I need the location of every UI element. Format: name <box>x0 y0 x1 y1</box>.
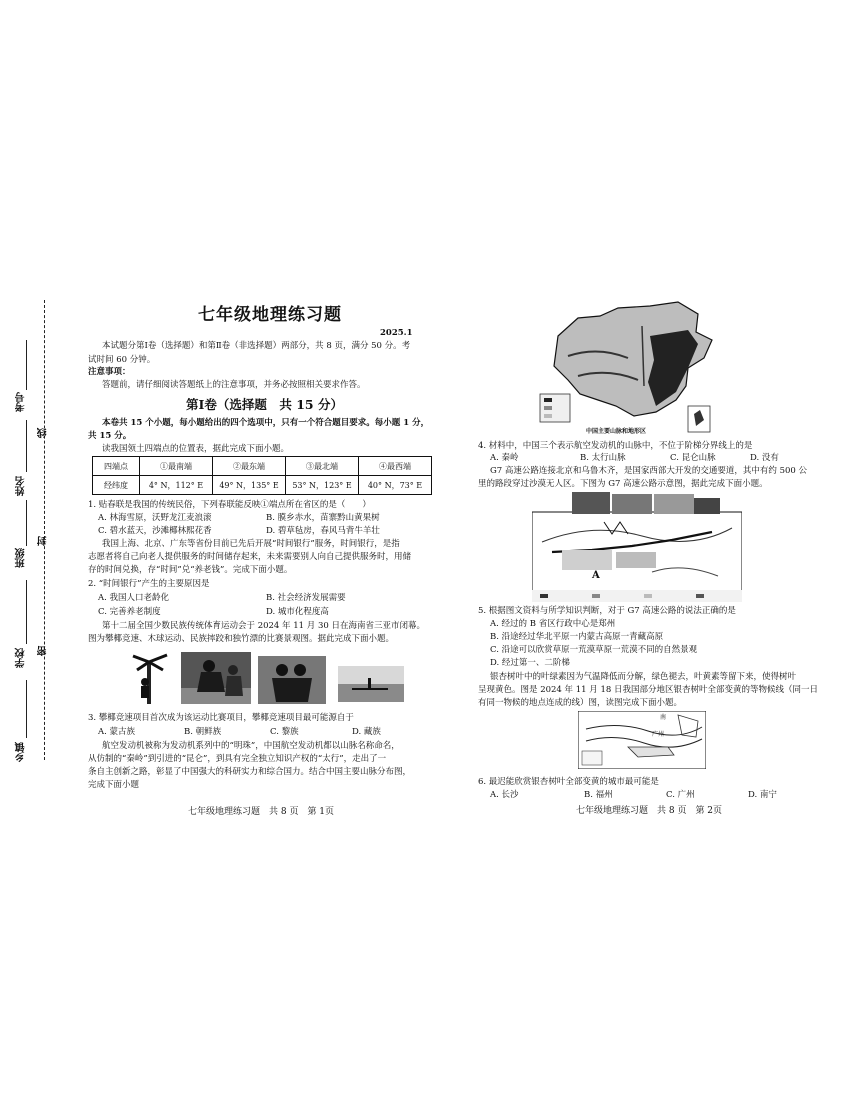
endpoint-table <box>92 456 432 495</box>
q1-option-d: D. 碧草毡房，春风马背牛羊壮 <box>266 526 380 536</box>
right-page-footer: 七年级地理练习题 共 8 页 第 2页 <box>576 806 723 816</box>
passage-5-line-2: 里的路段穿过沙漠无人区。下图为 G7 高速公路示意图，据此完成下面小题。 <box>478 479 768 489</box>
china-mountains-map <box>538 296 728 438</box>
q2-option-c: C. 完善养老制度 <box>98 607 161 617</box>
map2-label-a: A <box>592 570 600 581</box>
section-desc-1: 本卷共 15 个小题，每小题给出的四个选项中，只有一个符合题目要求。每小题 1 分， <box>102 418 430 428</box>
town-rule <box>26 680 27 738</box>
seal-mark-mi: 密 <box>38 646 49 656</box>
q6-option-c: C. 广州 <box>666 790 695 800</box>
passage-6-line-1: 银杏树叶中的叶绿素因为气温降低而分解，绿色褪去，叶黄素等留下来，使得树叶 <box>490 672 797 682</box>
table-row-head: 经纬度 <box>93 476 140 495</box>
q6-option-a: A. 长沙 <box>490 790 519 800</box>
exam-number-rule <box>26 340 27 390</box>
page-title: 七年级地理练习题 <box>198 305 342 325</box>
passage-3-line-2: 图为攀椰竞速、木球运动、民族摔跤和独竹漂的比赛景观图。据此完成下面小题。 <box>88 634 395 644</box>
table-col-head: ①最南端 <box>140 457 213 476</box>
table-col-head: ②最东端 <box>213 457 286 476</box>
q3-option-c: C. 黎族 <box>270 727 299 737</box>
map3-label-nan: 南 <box>660 714 667 721</box>
left-page-footer: 七年级地理练习题 共 8 页 第 1页 <box>188 807 335 817</box>
table-cell: 53° N，123° E <box>286 476 359 495</box>
question-6: 6. 最迟能欣赏银杏树叶全部变黄的城市最可能是 <box>478 777 659 787</box>
table-cell: 40° N，73° E <box>359 476 432 495</box>
passage-2-line-2: 志愿者将自己向老人提供服务的时间储存起来，未来需要别人向自己提供服务时，用储 <box>88 552 412 562</box>
passage-3-line-1: 第十二届全国少数民族传统体育运动会于 2024 年 11 月 30 日在海南省三亚市闭幕。 <box>102 621 425 631</box>
table-intro: 读我国领土四端点的位置表，据此完成下面小题。 <box>102 444 290 454</box>
table-col-head: ④最西端 <box>359 457 432 476</box>
section-title: 第Ⅰ卷（选择题 共 15 分） <box>186 397 343 412</box>
school-label: 学校 <box>16 648 27 668</box>
question-1: 1. 贴春联是我国的传统民俗，下列春联能反映①端点所在省区的是（ ） <box>88 500 371 510</box>
q5-option-d: D. 经过第一、二阶梯 <box>490 658 570 668</box>
name-rule <box>26 420 27 472</box>
exam-number-label: 考号 <box>16 392 27 412</box>
name-label: 姓名 <box>16 476 27 496</box>
table-cell: 49° N，135° E <box>213 476 286 495</box>
map3-label-guangzhou: 广州 <box>652 731 665 738</box>
table-row-head: 四端点 <box>93 457 140 476</box>
section-desc-2: 共 15 分。 <box>88 431 132 441</box>
town-label: 乡镇 <box>16 742 27 762</box>
passage-4-line-1: 航空发动机被称为发动机系列中的“明珠”，中国航空发动机都以山脉名称命名， <box>102 741 400 751</box>
q5-option-c: C. 沿途可以欣赏草原一荒漠草原一荒漠不同的自然景观 <box>490 645 698 655</box>
g7-highway-map <box>532 492 742 602</box>
q3-option-a: A. 蒙古族 <box>98 727 136 737</box>
q2-option-a: A. 我国人口老龄化 <box>98 593 170 603</box>
passage-6-line-3: 有同一物候的地点连成的线）图，读图完成下面小题。 <box>478 698 683 708</box>
q3-option-d: D. 藏族 <box>352 727 381 737</box>
seal-mark-line: 线 <box>38 428 49 438</box>
passage-2-line-1: 我国上海、北京、广东等省份目前已先后开展“时间银行”服务，时间银行，是指 <box>102 539 400 549</box>
q4-option-a: A. 秦岭 <box>490 453 519 463</box>
q5-option-b: B. 沿途经过华北平原一内蒙古高原一青藏高原 <box>490 632 664 642</box>
table-cell: 4° N，112° E <box>140 476 213 495</box>
q5-option-a: A. 经过的 B 省区行政中心是郑州 <box>490 619 616 629</box>
question-5: 5. 根据图文资料与所学知识判断，对于 G7 高速公路的说法正确的是 <box>478 606 736 616</box>
intro-line-1: 本试题分第Ⅰ卷（选择题）和第Ⅱ卷（非选择题）两部分，共 8 页，满分 50 分。考 <box>102 341 411 351</box>
passage-4-line-3: 条自主创新之路，彰显了中国强大的科研实力和综合国力。结合中国主要山脉分布图， <box>88 767 412 777</box>
passage-4-line-4: 完成下面小题 <box>88 780 140 790</box>
q1-option-a: A. 林海雪原，沃野龙江麦浪滚 <box>98 513 212 523</box>
ginkgo-isoline-map <box>578 711 706 769</box>
question-2: 2. “时间银行”产生的主要原因是 <box>88 579 210 589</box>
passage-6-line-2: 呈现黄色。图是 2024 年 11 月 18 日我国部分地区银杏树叶全部变黄的等物候线（同一日 <box>478 685 818 695</box>
q3-option-b: B. 朝鲜族 <box>184 727 222 737</box>
table-row <box>93 457 432 476</box>
notice-body: 答题前，请仔细阅读答题纸上的注意事项，并务必按照相关要求作答。 <box>102 380 366 390</box>
q2-option-b: B. 社会经济发展需要 <box>266 593 346 603</box>
q1-option-b: B. 膜乡赤水，苗寨黔山黄果树 <box>266 513 380 523</box>
q1-option-c: C. 碧水蓝天，沙滩椰林熙花香 <box>98 526 212 536</box>
table-col-head: ③最北端 <box>286 457 359 476</box>
question-4: 4. 材料中，中国三个表示航空发动机的山脉中，不位于阶梯分界线上的是 <box>478 441 753 451</box>
q4-option-b: B. 太行山脉 <box>580 453 626 463</box>
intro-line-2: 试时间 60 分钟。 <box>88 355 156 365</box>
q6-option-d: D. 南宁 <box>748 790 777 800</box>
passage-2-line-3: 存的时间兑换，存“时间”兑“养老钱”。完成下面小题。 <box>88 565 293 575</box>
passage-5-line-1: G7 高速公路连接北京和乌鲁木齐，是国家西部大开发的交通要道，其中有约 500 公 <box>490 466 808 476</box>
bamboo-drifting-photo <box>338 666 404 702</box>
class-rule <box>26 500 27 546</box>
table-row <box>93 476 432 495</box>
exam-date: 2025.1 <box>380 328 413 338</box>
q4-option-d: D. 没有 <box>750 453 779 463</box>
seal-mark-feng: 封 <box>38 536 49 546</box>
passage-4-line-2: 从仿制的“秦岭”到引进的“昆仑”，到具有完全独立知识产权的“太行”，走出了一 <box>88 754 387 764</box>
school-rule <box>26 580 27 644</box>
notice-heading: 注意事项： <box>88 367 131 377</box>
q2-option-d: D. 城市化程度高 <box>266 607 329 617</box>
class-label: 班级 <box>16 548 27 568</box>
wooden-ball-photo <box>181 652 251 704</box>
wrestling-photo <box>258 656 326 704</box>
map1-caption: 中国主要山脉和地形区 <box>586 428 647 435</box>
binding-line <box>44 300 45 760</box>
question-3: 3. 攀椰竞速项目首次成为该运动比赛项目，攀椰竞速项目最可能源自于 <box>88 713 354 723</box>
q6-option-b: B. 福州 <box>584 790 613 800</box>
coconut-climbing-photo <box>127 652 173 704</box>
q4-option-c: C. 昆仑山脉 <box>670 453 716 463</box>
